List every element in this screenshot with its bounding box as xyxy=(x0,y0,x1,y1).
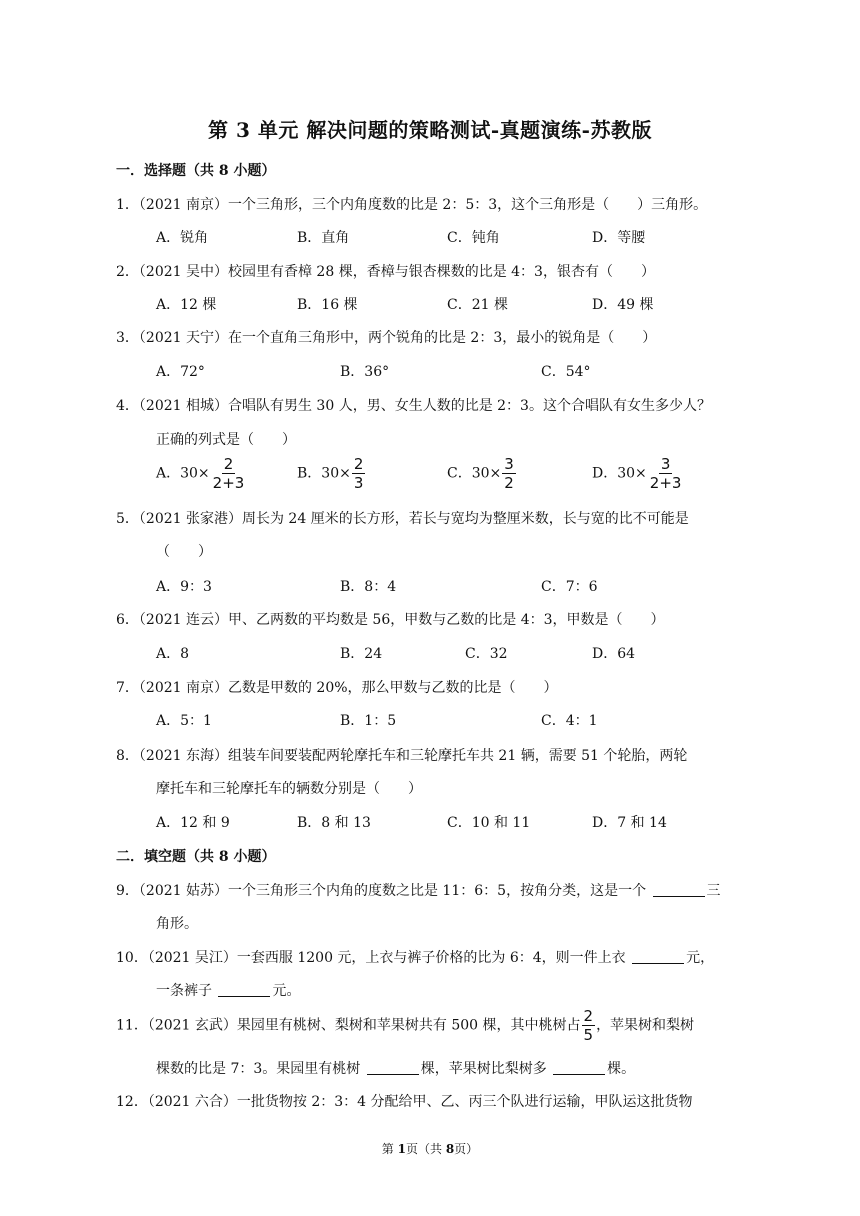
fraction-denominator: 2+3 xyxy=(649,474,682,492)
q3-option-b: B．36° xyxy=(340,364,390,380)
question-5-continued: （ ） xyxy=(156,544,212,560)
question-7: 7．（2021 南京）乙数是甲数的 20%，那么甲数与乙数的比是（ ） xyxy=(116,680,558,696)
q3-option-c: C．54° xyxy=(541,364,591,380)
question-9-text: 9．（2021 姑苏）一个三角形三个内角的度数之比是 11：6：5，按角分类，这是一个 xyxy=(116,883,651,899)
question-8-continued: 摩托车和三轮摩托车的辆数分别是（ ） xyxy=(156,781,422,797)
question-11-line2-mid: 棵，苹果树比梨树多 xyxy=(420,1061,552,1077)
q2-option-c: C．21 棵 xyxy=(447,297,508,313)
footer-page-total: 8 xyxy=(445,1142,455,1156)
question-5: 5．（2021 张家港）周长为 24 厘米的长方形，若长与宽均为整厘米数，长与宽的比不可能是 xyxy=(116,511,689,527)
question-11 xyxy=(116,1008,746,1043)
footer-page-number: 1 xyxy=(397,1142,406,1156)
fraction xyxy=(648,456,684,491)
q1-option-c: C．钝角 xyxy=(447,230,500,246)
question-11-text-end: ，苹果树和梨树 xyxy=(596,1017,695,1034)
q7-option-c: C．4：1 xyxy=(541,713,598,729)
q5-option-a: A．9：3 xyxy=(156,579,212,595)
question-12: 12．（2021 六合）一批货物按 2：3：4 分配给甲、乙、丙三个队进行运输，甲队运这批货物 xyxy=(116,1094,693,1110)
q4-option-b xyxy=(297,456,366,491)
q8-option-d: D．7 和 14 xyxy=(592,815,667,831)
question-10-continued xyxy=(156,980,786,1000)
q4-option-a xyxy=(156,456,247,491)
question-9-text-end: 三 xyxy=(706,883,721,899)
question-10 xyxy=(116,947,746,967)
fraction-denominator: 3 xyxy=(353,474,364,492)
q2-option-d: D．49 棵 xyxy=(592,297,654,313)
q2-option-b: B．16 棵 xyxy=(297,297,358,313)
question-4: 4．（2021 相城）合唱队有男生 30 人，男、女生人数的比是 2：3。这个合唱队有女生多少人？ xyxy=(116,398,711,414)
q6-option-c: C．32 xyxy=(465,646,508,662)
question-10-text: 10．（2021 吴江）一套西服 1200 元，上衣与裤子价格的比为 6：4，则一件上衣 xyxy=(116,950,631,966)
question-8: 8．（2021 东海）组装车间要装配两轮摩托车和三轮摩托车共 21 辆，需要 51 个轮胎，两轮 xyxy=(116,748,688,764)
page-footer xyxy=(0,1140,860,1157)
fraction-denominator: 2+3 xyxy=(212,474,245,492)
question-10-line2-end: 元。 xyxy=(272,983,301,999)
q2-option-a: A．12 棵 xyxy=(156,297,217,313)
fraction-denominator: 2 xyxy=(504,474,514,492)
question-1: 1．（2021 南京）一个三角形，三个内角度数的比是 2：5：3，这个三角形是（ ）三角形。 xyxy=(116,197,708,213)
fraction-numerator: 2 xyxy=(583,1007,594,1025)
question-11-line2-text: 棵数的比是 7：3。果园里有桃树 xyxy=(156,1061,365,1077)
fraction xyxy=(211,456,247,491)
fraction-numerator: 2 xyxy=(353,455,364,473)
page-title: 第 3 单元 解决问题的策略测试-真题演练-苏教版 xyxy=(208,118,652,142)
q1-option-b: B．直角 xyxy=(297,230,350,246)
q4-option-c xyxy=(447,456,517,491)
question-2: 2．（2021 吴中）校园里有香樟 28 棵，香樟与银杏棵数的比是 4：3，银杏有（ ） xyxy=(116,264,655,280)
question-10-text-end: 元， xyxy=(686,950,715,966)
footer-text: 页（共 xyxy=(405,1142,446,1156)
fraction-numerator: 3 xyxy=(660,455,671,473)
q5-option-c: C．7：6 xyxy=(541,579,598,595)
question-9 xyxy=(116,880,746,900)
fraction-numerator: 2 xyxy=(223,455,234,473)
answer-blank[interactable] xyxy=(653,882,705,897)
fraction xyxy=(352,456,366,491)
q1-option-a: A．锐角 xyxy=(156,230,209,246)
footer-text: 页） xyxy=(454,1142,479,1156)
q6-option-a: A．8 xyxy=(156,646,190,662)
question-10-line2-text: 一条裤子 xyxy=(156,983,217,999)
question-6: 6．（2021 连云）甲、乙两数的平均数是 56，甲数与乙数的比是 4：3，甲数是（ ） xyxy=(116,612,665,628)
q4-option-b-prefix: B．30× xyxy=(297,465,351,482)
question-3: 3．（2021 天宁）在一个直角三角形中，两个锐角的比是 2：3，最小的锐角是（ ） xyxy=(116,330,657,346)
q7-option-a: A．5：1 xyxy=(156,713,212,729)
answer-blank[interactable] xyxy=(632,949,684,964)
q6-option-d: D．64 xyxy=(592,646,636,662)
q5-option-b: B．8：4 xyxy=(340,579,397,595)
answer-blank[interactable] xyxy=(553,1060,605,1075)
fraction-numerator: 3 xyxy=(504,455,514,473)
fraction xyxy=(582,1008,596,1043)
fraction-denominator: 5 xyxy=(583,1026,594,1044)
q1-option-d: D．等腰 xyxy=(592,230,646,246)
fraction xyxy=(502,456,516,491)
question-11-line2-end: 棵。 xyxy=(607,1061,636,1077)
section-heading-fill-in: 二．填空题（共 8 小题） xyxy=(116,849,276,865)
question-4-continued: 正确的列式是（ ） xyxy=(156,432,296,448)
q4-option-d-prefix: D．30× xyxy=(592,465,647,482)
section-heading-choice: 一．选择题（共 8 小题） xyxy=(116,163,276,179)
q6-option-b: B．24 xyxy=(340,646,383,662)
q8-option-b: B．8 和 13 xyxy=(297,815,371,831)
q8-option-a: A．12 和 9 xyxy=(156,815,230,831)
q3-option-a: A．72° xyxy=(156,364,205,380)
question-11-text: 11．（2021 玄武）果园里有桃树、梨树和苹果树共有 500 棵，其中桃树占 xyxy=(116,1017,581,1034)
answer-blank[interactable] xyxy=(218,982,270,997)
question-9-continued: 角形。 xyxy=(156,916,198,932)
q8-option-c: C．10 和 11 xyxy=(447,815,531,831)
q7-option-b: B．1：5 xyxy=(340,713,397,729)
q4-option-c-prefix: C．30× xyxy=(447,465,502,482)
footer-text: 第 xyxy=(381,1142,398,1156)
q4-option-d xyxy=(592,456,684,491)
question-11-continued xyxy=(156,1058,786,1078)
q4-option-a-prefix: A．30× xyxy=(156,465,210,482)
answer-blank[interactable] xyxy=(367,1060,419,1075)
